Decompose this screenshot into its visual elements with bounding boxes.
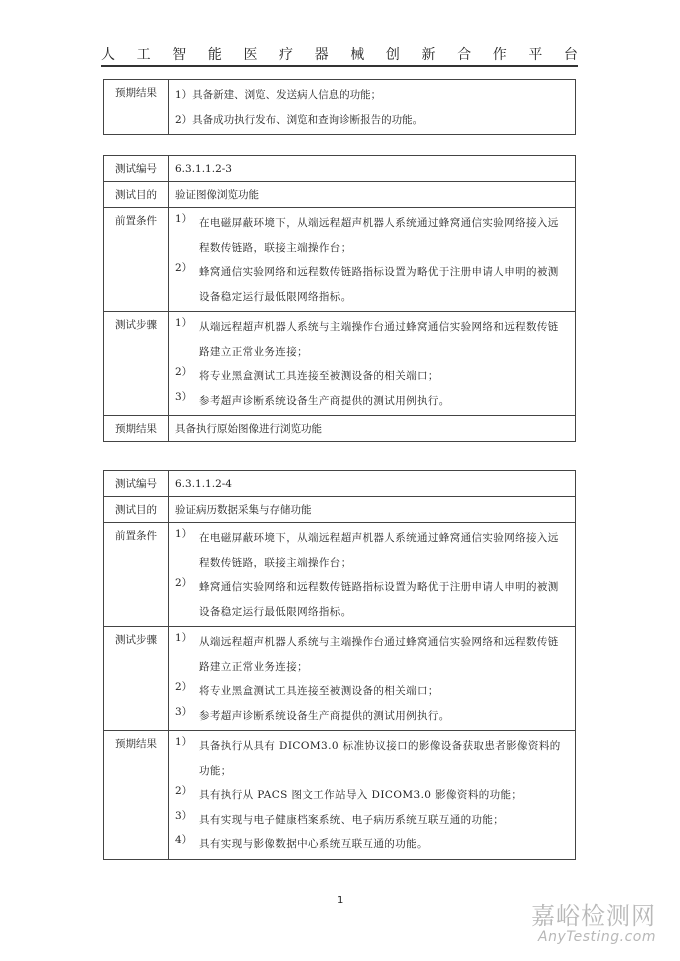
list-item	[175, 211, 569, 260]
row-label: 测试编号	[104, 156, 169, 182]
watermark-logo	[531, 903, 656, 945]
row-label: 预期结果	[104, 80, 169, 135]
header-char: 作	[492, 47, 507, 63]
test-case-table-partial	[103, 79, 576, 135]
item-number: 2）	[175, 681, 193, 693]
row-label: 预期结果	[104, 731, 169, 860]
list-item	[175, 315, 569, 364]
item-text: 蜂窝通信实验网络和远程数传链路指标设置为略优于注册申请人申明的被测设备稳定运行最低限网络指标。	[199, 581, 559, 618]
item-text: 具有实现与影像数据中心系统互联互通的功能。	[199, 838, 428, 850]
item-text: 具有实现与电子健康档案系统、电子病历系统互联互通的功能；	[199, 813, 505, 826]
item-text: 参考超声诊断系统设备生产商提供的测试用例执行。	[199, 394, 450, 407]
list-item	[175, 526, 569, 575]
item-text: 将专业黑盒测试工具连接至被测设备的相关端口；	[199, 370, 439, 382]
purpose-value: 验证病历数据采集与存储功能	[169, 497, 576, 523]
list-item	[175, 783, 569, 808]
item-number: 1）	[175, 317, 193, 329]
table-row-test-id	[104, 471, 576, 497]
row-label: 测试目的	[104, 497, 169, 523]
watermark-en: AnyTesting.com	[538, 929, 656, 945]
header-char: 创	[385, 47, 400, 63]
list-item	[175, 389, 569, 414]
list-item	[175, 704, 569, 729]
results-list	[169, 731, 576, 860]
result-value: 具备执行原始图像进行浏览功能	[169, 416, 576, 442]
item-number: 3）	[175, 390, 193, 403]
purpose-value: 验证图像浏览功能	[169, 182, 576, 208]
row-value	[169, 80, 576, 135]
list-item	[175, 575, 569, 624]
item-number: 3）	[175, 809, 193, 822]
test-id-value: 6.3.1.1.2-4	[169, 471, 576, 497]
list-item	[175, 364, 569, 389]
header-char: 医	[243, 47, 258, 63]
test-case-table-6.3.1.1.2-3	[103, 155, 576, 442]
table-row-expected-result	[104, 80, 576, 135]
row-label: 测试步骤	[104, 627, 169, 731]
table-row-steps	[104, 627, 576, 731]
table-row-purpose	[104, 497, 576, 523]
row-label: 前置条件	[104, 523, 169, 627]
item-number: 2）	[175, 366, 193, 378]
row-label: 测试步骤	[104, 312, 169, 416]
item-number: 2）	[175, 262, 193, 274]
table-row-steps	[104, 312, 576, 416]
list-item	[175, 630, 569, 679]
header-char: 平	[528, 47, 543, 63]
item-number: 2）	[175, 785, 193, 797]
header-char: 智	[172, 47, 187, 63]
table-row-purpose	[104, 182, 576, 208]
header-char: 台	[563, 47, 578, 63]
row-label: 测试目的	[104, 182, 169, 208]
list-item	[175, 734, 569, 783]
item-text: 从端远程超声机器人系统与主端操作台通过蜂窝通信实验网络和远程数传链路建立正常业务连接；	[199, 321, 559, 358]
watermark-cn: 嘉峪检测网	[531, 902, 656, 930]
page-header	[101, 46, 578, 64]
test-case-table-6.3.1.1.2-4	[103, 470, 576, 860]
row-label: 预期结果	[104, 416, 169, 442]
table-row-expected-result	[104, 731, 576, 860]
preconditions-list	[169, 208, 576, 312]
row-label: 前置条件	[104, 208, 169, 312]
preconditions-list	[169, 523, 576, 627]
steps-list	[169, 312, 576, 416]
item-number: 1）	[175, 213, 193, 225]
item-number: 1）	[175, 528, 193, 540]
header-char: 械	[350, 47, 365, 63]
header-char: 能	[207, 47, 222, 63]
header-char: 新	[421, 47, 436, 63]
item-text: 在电磁屏蔽环境下，从端远程超声机器人系统通过蜂窝通信实验网络接入远程数传链路，联接主端操作台；	[199, 532, 559, 569]
list-item	[175, 808, 569, 833]
item-text: 在电磁屏蔽环境下，从端远程超声机器人系统通过蜂窝通信实验网络接入远程数传链路，联接主端操作台；	[199, 217, 559, 254]
item-number: 4）	[175, 834, 193, 846]
result-line: 1）具备新建、浏览、发送病人信息的功能；	[175, 89, 382, 101]
page-number: 1	[337, 895, 344, 906]
header-char: 工	[136, 47, 151, 63]
header-char: 合	[457, 47, 472, 63]
header-char: 疗	[279, 47, 294, 63]
table-row-test-id	[104, 156, 576, 182]
list-item	[175, 260, 569, 309]
item-text: 具有执行从 PACS 图文工作站导入 DICOM3.0 影像资料的功能；	[199, 789, 523, 801]
table-row-preconditions	[104, 208, 576, 312]
header-char: 人	[101, 47, 115, 63]
item-number: 2）	[175, 577, 193, 589]
steps-list	[169, 627, 576, 731]
result-line: 2）具备成功执行发布、浏览和查询诊断报告的功能。	[175, 113, 424, 126]
header-char: 器	[314, 47, 329, 63]
row-label: 测试编号	[104, 471, 169, 497]
item-number: 3）	[175, 705, 193, 718]
table-row-expected-result	[104, 416, 576, 442]
item-text: 参考超声诊断系统设备生产商提供的测试用例执行。	[199, 709, 450, 722]
item-text: 蜂窝通信实验网络和远程数传链路指标设置为略优于注册申请人申明的被测设备稳定运行最低限网络指标。	[199, 266, 559, 303]
table-row-preconditions	[104, 523, 576, 627]
list-item	[175, 679, 569, 704]
item-text: 从端远程超声机器人系统与主端操作台通过蜂窝通信实验网络和远程数传链路建立正常业务连接；	[199, 636, 559, 673]
item-number: 1）	[175, 736, 193, 748]
test-id-value: 6.3.1.1.2-3	[169, 156, 576, 182]
header-rule	[101, 65, 578, 67]
item-text: 将专业黑盒测试工具连接至被测设备的相关端口；	[199, 685, 439, 697]
item-text: 具备执行从具有 DICOM3.0 标准协议接口的影像设备获取患者影像资料的功能；	[199, 740, 561, 777]
list-item	[175, 832, 569, 857]
item-number: 1）	[175, 632, 193, 644]
